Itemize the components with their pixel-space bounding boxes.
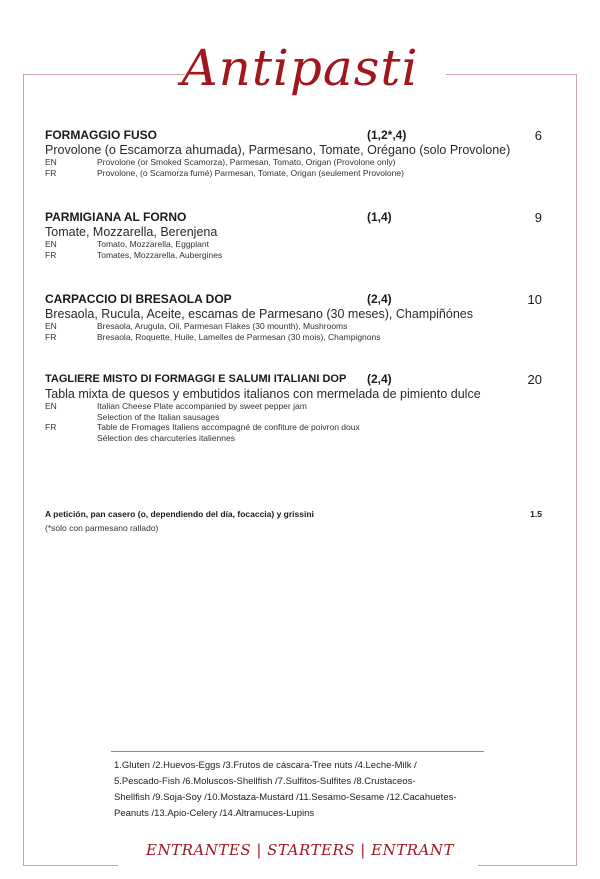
menu-item-allergens: (2,4) [367,372,392,386]
allergen-line: 1.Gluten /2.Huevos-Eggs /3.Frutos de cáscara-Tree nuts /4.Leche-Milk / [114,760,417,771]
page-title: Antipasti [181,39,419,97]
allergen-line: 5.Pescado-Fish /6.Moluscos-Shellfish /7.Sulfitos-Sulfites /8.Crustaceos- [114,776,416,787]
translation-lang: EN [45,239,57,249]
translation-en [45,321,555,332]
menu-item-parmigiana [45,210,555,260]
translation-lang: FR [45,249,57,260]
bread-price: 1.5 [530,509,542,519]
frame-bottom-right-line [478,865,577,866]
translation-text: Provolone, (o Scamorza fumé) Parmesan, Tomate, Origan (seulement Provolone) [97,167,404,178]
allergen-legend [114,758,490,822]
allergen-line: Shellfish /9.Soja-Soy /10.Mostaza-Mustard /11.Sesamo-Sesame /12.Cacahuetes- [114,792,457,803]
menu-item-name: FORMAGGIO FUSO [45,128,157,142]
menu-item-carpaccio [45,292,555,342]
translation-text: Bresaola, Arugula, Oil, Parmesan Flakes (30 mounth), Mushrooms [97,321,348,331]
menu-item-formaggio-fuso [45,128,555,178]
translation-text: Tomates, Mozzarella, Aubergines [97,249,223,260]
menu-item-header [45,128,555,143]
translation-fr [45,250,555,261]
menu-item-description: Tabla mixta de quesos y embutidos italianos con mermelada de pimiento dulce [45,387,481,401]
menu-item-price: 10 [527,292,542,307]
footer-section-title: ENTRANTES | STARTERS | ENTRANT [146,841,454,859]
menu-item-price: 9 [534,210,542,225]
frame-bottom-left-line [23,865,118,866]
menu-item-allergens: (1,2*,4) [367,128,407,142]
allergen-divider [111,751,484,752]
translation-en [45,239,555,250]
menu-item-header [45,292,555,307]
frame-right-line [576,74,577,866]
menu-item-allergens: (2,4) [367,292,392,306]
translation-text: Tomato, Mozzarella, Eggplant [97,239,209,249]
translation-fr [45,422,555,433]
translation-text: Bresaola, Roquette, Huile, Lamelles de Parmesan (30 mois), Champignons [97,331,381,342]
menu-item-header [45,210,555,225]
translation-lang: EN [45,401,57,411]
frame-left-line [23,74,24,866]
translation-fr [45,168,555,179]
allergen-line: Peanuts /13.Apio-Celery /14.Altramuces-Lupins [114,808,315,819]
translation-text: Selection of the Italian sausages [97,411,220,422]
translation-lang: FR [45,422,57,432]
translation-en [45,157,555,168]
translation-text: Table de Fromages Italiens accompagné de confiture de poivron doux [97,422,360,432]
translation-fr [45,332,555,343]
menu-item-description: Provolone (o Escamorza ahumada), Parmesano, Tomate, Orégano (solo Provolone) [45,143,511,157]
translation-text: Provolone (or Smoked Scamorza), Parmesan, Tomato, Origan (Provolone only) [97,157,396,167]
menu-item-price: 6 [534,128,542,143]
menu-item-allergens: (1,4) [367,210,392,224]
menu-item-price: 20 [527,372,542,387]
bread-line [45,508,555,522]
bread-text: A petición, pan casero (o, dependiendo del día, focaccia) y grissini [45,509,314,519]
menu-item-name: PARMIGIANA AL FORNO [45,210,187,224]
translation-en [45,401,555,412]
translation-lang: EN [45,321,57,331]
translation-lang: EN [45,157,57,167]
menu-item-description: Bresaola, Rucula, Aceite, escamas de Parmesano (30 meses), Champiñónes [45,307,473,321]
translation-lang: FR [45,167,57,178]
translation-lang: FR [45,331,57,342]
menu-item-header [45,372,555,387]
translation-text: Sélection des charcuteries italiennes [97,432,235,443]
menu-item-tagliere [45,372,555,443]
translation-en-continued [45,412,555,423]
menu-item-description: Tomate, Mozzarella, Berenjena [45,225,218,239]
translation-text: Italian Cheese Plate accompanied by sweet pepper jam [97,401,307,411]
menu-item-name: TAGLIERE MISTO DI FORMAGGI E SALUMI ITALIANI DOP [45,373,347,385]
bread-note: (*solo con parmesano rallado) [45,523,159,533]
translation-fr-continued [45,433,555,444]
menu-item-name: CARPACCIO DI BRESAOLA DOP [45,292,232,306]
